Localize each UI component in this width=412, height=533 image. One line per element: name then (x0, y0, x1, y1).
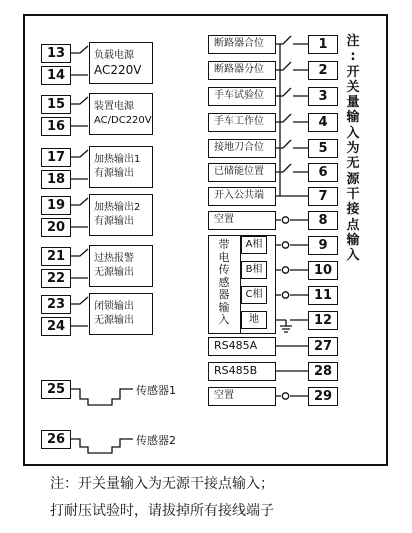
terminal-14: 14 (41, 66, 71, 85)
footer-note-line-1: 注：开关量输入为无源干接点输入； (50, 476, 274, 492)
terminal-27: 27 (308, 337, 338, 356)
terminal-25: 25 (41, 380, 71, 399)
sensor-1-label: 传感器1 (136, 384, 176, 397)
terminal-13: 13 (41, 44, 71, 63)
spare-label-29: 空置 (208, 387, 276, 406)
input-label-6: 已储能位置 (208, 163, 276, 182)
terminal-24: 24 (41, 317, 71, 336)
ground-label: 地 (241, 311, 267, 329)
side-note: 注 : 开 关 量 输 入 为 无 源 干 接 点 输 入 (346, 34, 360, 264)
group-lockout-output: 闭锁输出 无源输出 (89, 293, 153, 335)
phase-b-label: B相 (241, 261, 267, 279)
terminal-6: 6 (308, 163, 338, 182)
terminal-12: 12 (308, 311, 338, 330)
terminal-7: 7 (308, 187, 338, 206)
group-overheat-alarm: 过热报警 无源输出 (89, 245, 153, 287)
sensor-2-label: 传感器2 (136, 434, 176, 447)
group-heating-output-1: 加热输出1 有源输出 (89, 146, 153, 188)
input-label-3: 手车试验位 (208, 87, 276, 106)
terminal-19: 19 (41, 196, 71, 215)
terminal-15: 15 (41, 95, 71, 114)
terminal-22: 22 (41, 269, 71, 288)
terminal-29: 29 (308, 387, 338, 406)
terminal-21: 21 (41, 247, 71, 266)
terminal-2: 2 (308, 61, 338, 80)
spare-label-8: 空置 (208, 211, 276, 230)
input-label-5: 接地刀合位 (208, 139, 276, 158)
terminal-26: 26 (41, 430, 71, 449)
common-label: 开入公共端 (208, 187, 276, 206)
rs485a-label: RS485A (208, 337, 276, 356)
input-label-1: 断路器合位 (208, 35, 276, 54)
rs485b-label: RS485B (208, 362, 276, 381)
terminal-17: 17 (41, 148, 71, 167)
input-label-2: 断路器分位 (208, 61, 276, 80)
terminal-4: 4 (308, 113, 338, 132)
terminal-1: 1 (308, 35, 338, 54)
terminal-5: 5 (308, 139, 338, 158)
terminal-10: 10 (308, 261, 338, 280)
terminal-11: 11 (308, 286, 338, 305)
input-label-4: 手车工作位 (208, 113, 276, 132)
terminal-3: 3 (308, 87, 338, 106)
group-heating-output-2: 加热输出2 有源输出 (89, 194, 153, 236)
phase-c-label: C相 (241, 286, 267, 304)
terminal-9: 9 (308, 236, 338, 255)
charged-sensor-title: 带 电 传 感 器 输 入 (218, 238, 230, 326)
group-device-power: 装置电源 AC/DC220V (89, 93, 153, 135)
phase-a-label: A相 (241, 236, 267, 254)
terminal-20: 20 (41, 218, 71, 237)
terminal-8: 8 (308, 211, 338, 230)
terminal-18: 18 (41, 170, 71, 189)
group-load-power: 负载电源 AC220V (89, 42, 153, 84)
footer-note-line-2: 打耐压试验时，请拔掉所有接线端子 (50, 503, 274, 519)
terminal-23: 23 (41, 295, 71, 314)
terminal-28: 28 (308, 362, 338, 381)
terminal-16: 16 (41, 117, 71, 136)
